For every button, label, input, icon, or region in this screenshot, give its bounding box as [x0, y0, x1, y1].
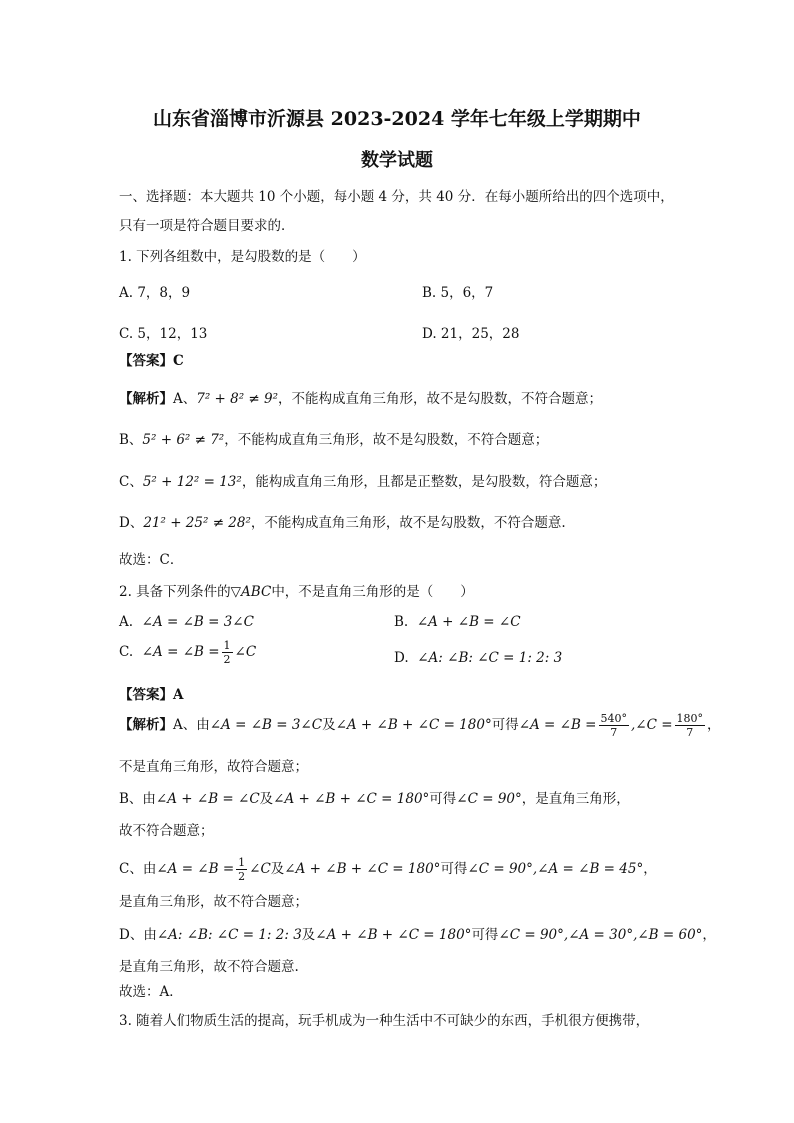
fraction-numerator: 1: [223, 639, 231, 652]
q2-b1-get: 可得: [429, 791, 457, 807]
q2-analysis-c-line2: 是直角三角形，故不符合题意；: [119, 894, 308, 910]
q2-option-c-fraction: [222, 639, 233, 666]
q2-option-d: [394, 650, 562, 666]
q2-a1-math4: ,∠C =: [631, 717, 673, 733]
q1-a-text: ，不能构成直角三角形，故不是勾股数，不符合题意；: [278, 391, 603, 407]
q2-a1-fraction2: [675, 712, 706, 739]
fraction-denominator: 2: [223, 653, 231, 666]
q1-option-b: B. 5，6，7: [422, 285, 494, 301]
document-title: 山东省淄博市沂源县 2023-2024 学年七年级上学期期中: [153, 108, 641, 130]
q2-a1-math2: ∠A + ∠B + ∠C = 180°: [335, 717, 492, 733]
q2-analysis-label: 【解析】: [119, 717, 173, 733]
fraction-numerator: 180°: [676, 712, 704, 725]
q2-d1-and: 及: [301, 927, 316, 943]
q2-b1-math3: ∠C = 90°: [456, 791, 522, 807]
q2-choose: 故选：A．: [119, 984, 183, 1000]
q2-analysis-a-line1: [119, 712, 721, 739]
q1-option-a: A. 7，8，9: [119, 285, 191, 301]
fraction-denominator: 7: [686, 726, 694, 739]
q1-analysis-d: [119, 514, 566, 532]
q2-a1-get: 可得: [491, 717, 519, 733]
q1-option-d: D. 21，25，28: [422, 326, 520, 342]
q1-b-math: 5² + 6² ≠ 7²: [142, 432, 225, 448]
q2-option-d-label: D.: [394, 650, 409, 666]
q2-c1-and: 及: [270, 861, 285, 877]
q1-a-prefix: A、: [173, 391, 197, 407]
q2-analysis-b-line2: 故不符合题意；: [119, 823, 214, 839]
q3-stem: 3. 随着人们物质生活的提高，玩手机成为一种生活中不可缺少的东西，手机很方便携带，: [119, 1013, 650, 1029]
q2-stem-triangle: ▽ABC: [230, 584, 272, 600]
q2-option-a-label: A.: [119, 614, 134, 630]
q2-a1-fraction1: [599, 712, 630, 739]
q2-option-d-math: ∠A: ∠B: ∠C = 1: 2: 3: [417, 650, 563, 666]
q2-option-b-label: B.: [394, 614, 409, 630]
q1-c-prefix: C、: [119, 474, 143, 490]
q2-analysis-d-line2: 是直角三角形，故不符合题意.: [119, 959, 299, 975]
q2-b1-end: ，是直角三角形，: [521, 791, 630, 807]
q2-stem: [119, 583, 474, 601]
q2-c1-pre: C、由: [119, 861, 157, 877]
q2-c1-fraction: [236, 856, 247, 883]
section-instruction-line1: 一、选择题：本大题共 10 个小题，每小题 4 分，共 40 分．在每小题所给出的四个选项中，: [119, 189, 674, 205]
q2-option-c-math-post: ∠C: [234, 644, 257, 660]
q2-option-c-math-pre: ∠A = ∠B =: [141, 644, 220, 660]
q1-b-text: ，不能构成直角三角形，故不是勾股数，不符合题意；: [224, 432, 549, 448]
q2-answer: 【答案】A: [119, 687, 184, 703]
q2-c1-math3: ∠C = 90°,∠A = ∠B = 45°: [467, 861, 644, 877]
section-instruction-line2: 只有一项是符合题目要求的．: [119, 218, 295, 234]
q1-c-math: 5² + 12² = 13²: [142, 474, 242, 490]
q2-option-b: [394, 614, 521, 630]
q2-b1-pre: B、由: [119, 791, 156, 807]
q2-option-a: [119, 614, 254, 630]
q1-answer: 【答案】C: [119, 353, 184, 369]
q1-a-math: 7² + 8² ≠ 9²: [196, 391, 279, 407]
q2-d1-get: 可得: [471, 927, 499, 943]
q2-c1-math1b: ∠C: [249, 861, 271, 877]
q1-analysis-b: [119, 431, 548, 449]
q2-analysis-b-line1: [119, 790, 630, 808]
document-subtitle: 数学试题: [361, 150, 433, 171]
q1-b-prefix: B、: [119, 432, 143, 448]
q1-analysis-c: [119, 473, 606, 491]
q2-c1-get: 可得: [440, 861, 468, 877]
q2-c1-math1: ∠A = ∠B =: [156, 861, 235, 877]
q2-a1-pre: A、由: [173, 717, 210, 733]
q1-d-text: ，不能构成直角三角形，故不是勾股数，不符合题意.: [250, 515, 566, 531]
q2-c1-end: ，: [643, 861, 657, 877]
q2-analysis-c-line1: [119, 856, 657, 883]
q2-stem-post: 中，不是直角三角形的是（ ）: [271, 584, 474, 600]
q1-stem: 1. 下列各组数中，是勾股数的是（ ）: [119, 249, 366, 265]
q2-d1-math2: ∠A + ∠B + ∠C = 180°: [315, 927, 472, 943]
q1-c-text: ，能构成直角三角形，且都是正整数，是勾股数，符合题意；: [241, 474, 607, 490]
q2-a1-math3: ∠A = ∠B =: [518, 717, 597, 733]
q2-a1-end: ，: [707, 717, 721, 733]
q2-d1-math3: ∠C = 90°,∠A = 30°,∠B = 60°: [498, 927, 703, 943]
q1-analysis-label: 【解析】: [119, 391, 173, 407]
q2-b1-math1: ∠A + ∠B = ∠C: [155, 791, 260, 807]
q2-option-c-label: C.: [119, 644, 134, 660]
q2-option-c: [119, 639, 256, 666]
fraction-denominator: 7: [610, 726, 618, 739]
q2-analysis-a-line2: 不是直角三角形，故符合题意；: [119, 759, 308, 775]
q2-option-a-math: ∠A = ∠B = 3∠C: [141, 614, 254, 630]
q1-d-math: 21² + 25² ≠ 28²: [143, 515, 251, 531]
q2-b1-and: 及: [259, 791, 274, 807]
fraction-numerator: 540°: [600, 712, 627, 725]
q2-analysis-d-line1: [119, 926, 716, 944]
q2-d1-pre: D、由: [119, 927, 157, 943]
q2-d1-math1: ∠A: ∠B: ∠C = 1: 2: 3: [156, 927, 302, 943]
q2-d1-end: ，: [702, 927, 716, 943]
q2-b1-math2: ∠A + ∠B + ∠C = 180°: [273, 791, 430, 807]
q1-choose: 故选：C．: [119, 552, 184, 568]
q2-option-b-math: ∠A + ∠B = ∠C: [416, 614, 521, 630]
q2-a1-math1: ∠A = ∠B = 3∠C: [209, 717, 323, 733]
q2-c1-math2: ∠A + ∠B + ∠C = 180°: [284, 861, 441, 877]
fraction-numerator: 1: [238, 856, 246, 869]
q1-option-c: C. 5，12，13: [119, 326, 208, 342]
q2-a1-and: 及: [322, 717, 336, 733]
fraction-denominator: 2: [238, 870, 246, 883]
q1-d-prefix: D、: [119, 515, 144, 531]
q2-stem-pre: 2. 具备下列条件的: [119, 584, 231, 600]
q1-analysis-a: [119, 390, 602, 408]
